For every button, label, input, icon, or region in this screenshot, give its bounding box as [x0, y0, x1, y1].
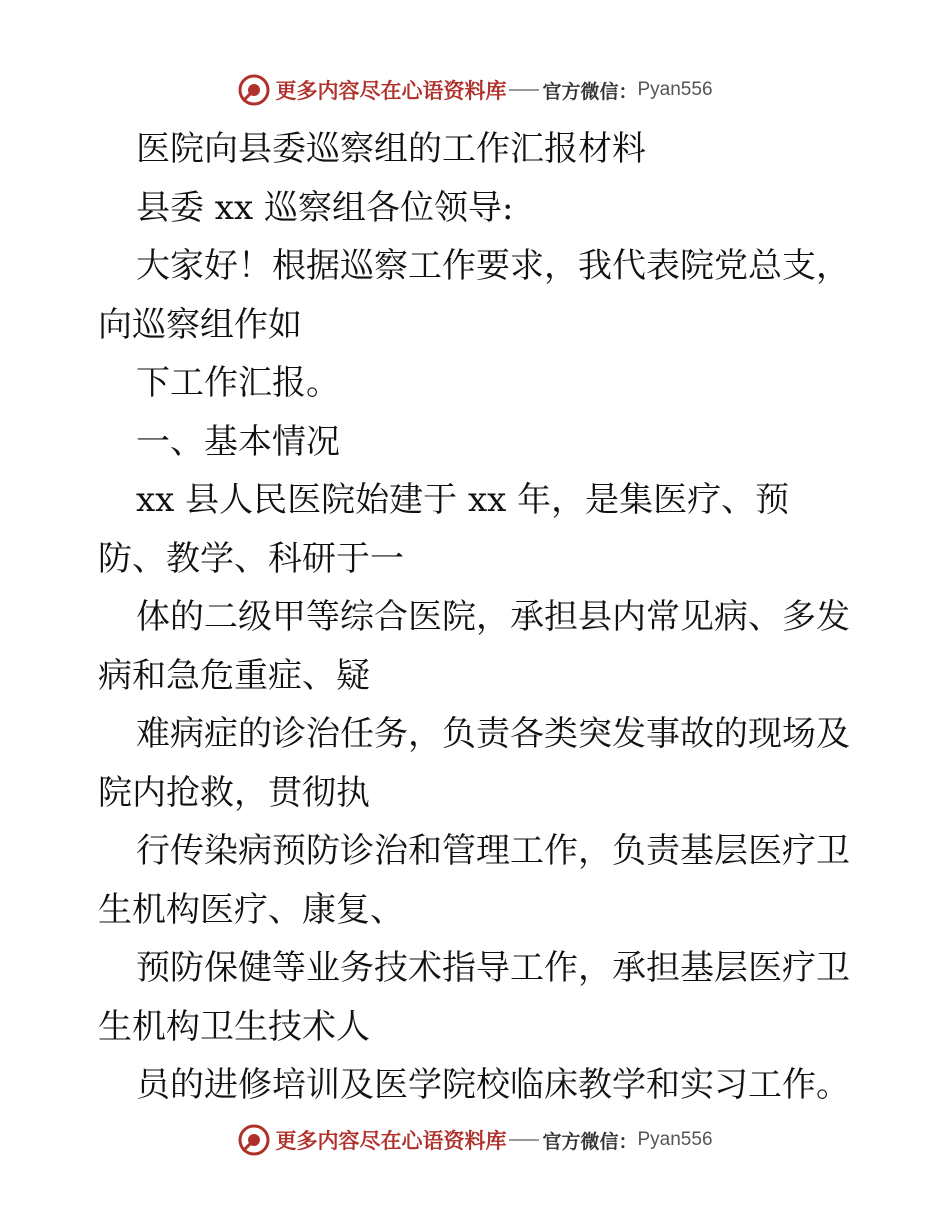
document-title: 医院向县委巡察组的工作汇报材料 — [136, 129, 646, 169]
paragraph-line: 向巡察组作如 — [98, 304, 302, 345]
paragraph-line: 生机构卫生技术人 — [98, 1006, 370, 1047]
watermark-logo-icon — [237, 73, 271, 107]
watermark-logo-icon — [237, 1123, 271, 1157]
paragraph-line: 院内抢救，贯彻执 — [98, 772, 370, 813]
paragraph-line: 生机构医疗、康复、 — [98, 889, 404, 930]
watermark-official: 官方微信： — [542, 80, 638, 103]
salutation: 县委 xx 巡察组各位领导: — [136, 187, 514, 228]
watermark-id: Pyan556 — [637, 79, 713, 100]
watermark-id: Pyan556 — [637, 1129, 713, 1150]
section-heading: 一、基本情况 — [136, 421, 340, 462]
header-watermark — [0, 70, 950, 110]
paragraph-line: 下工作汇报。 — [136, 363, 340, 403]
watermark-brand: 更多内容尽在心语资料库 — [275, 78, 507, 103]
paragraph-line: 员的进修培训及医学院校临床教学和实习工作。 — [136, 1065, 850, 1105]
paragraph-line: 体的二级甲等综合医院，承担县内常见病、多发 — [136, 597, 850, 637]
paragraph-line: 难病症的诊治任务，负责各类突发事故的现场及 — [136, 714, 850, 754]
paragraph-line: 预防保健等业务技术指导工作，承担基层医疗卫 — [136, 948, 850, 988]
paragraph-line: 病和急危重症、疑 — [98, 655, 370, 696]
paragraph-line: 行传染病预防诊治和管理工作，负责基层医疗卫 — [136, 831, 850, 871]
watermark-official: 官方微信： — [542, 1130, 638, 1153]
document-body — [98, 120, 868, 1115]
watermark-brand: 更多内容尽在心语资料库 — [275, 1128, 507, 1153]
paragraph-line: 防、教学、科研于一 — [98, 538, 404, 579]
watermark-dash — [509, 89, 539, 91]
footer-watermark — [0, 1120, 950, 1160]
paragraph-line: 大家好！根据巡察工作要求，我代表院党总支， — [136, 246, 850, 286]
paragraph-line: xx 县人民医院始建于 xx 年，是集医疗、预 — [136, 480, 790, 520]
watermark-dash — [509, 1139, 539, 1141]
